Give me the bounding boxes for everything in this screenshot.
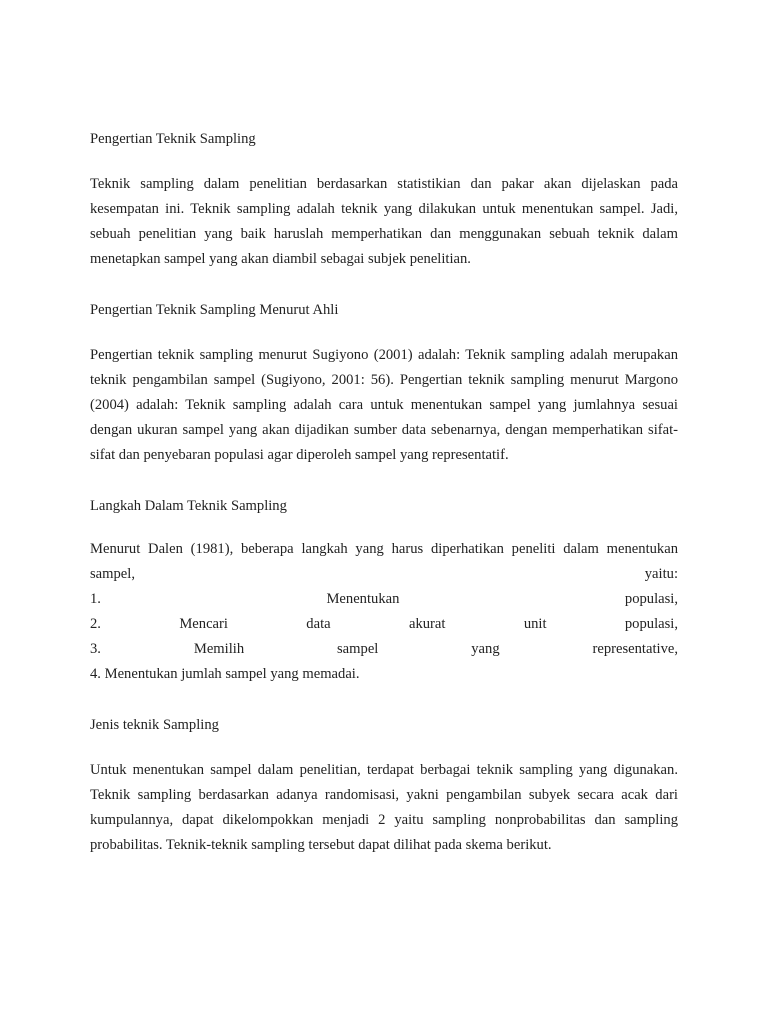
text-line: teknik pengambilan sampel (Sugiyono, 2001: 56). Pengertian teknik sampling menurut Margono (90, 372, 678, 388)
section-heading-jenis: Jenis teknik Sampling (90, 717, 219, 733)
list-item: 3. Memilih sampel yang representative, (90, 641, 678, 657)
section-heading-menurut-ahli: Pengertian Teknik Sampling Menurut Ahli (90, 302, 339, 318)
text-line: Teknik sampling berdasarkan adanya randomisasi, yakni pengambilan subyek secara acak dari (90, 787, 678, 803)
text-line: Untuk menentukan sampel dalam penelitian, terdapat berbagai teknik sampling yang digunakan. (90, 762, 678, 778)
text-line: Menurut Dalen (1981), beberapa langkah yang harus diperhatikan peneliti dalam menentukan (90, 541, 678, 557)
text-line: sifat dan penyebaran populasi agar diperoleh sampel yang representatif. (90, 447, 509, 463)
list-item: 4. Menentukan jumlah sampel yang memadai. (90, 666, 360, 682)
section-heading-pengertian: Pengertian Teknik Sampling (90, 131, 256, 147)
text-line: Teknik sampling dalam penelitian berdasarkan statistikian dan pakar akan dijelaskan pada (90, 176, 678, 192)
list-item: 2. Mencari data akurat unit populasi, (90, 616, 678, 632)
text-line: menetapkan sampel yang akan diambil sebagai subjek penelitian. (90, 251, 471, 267)
text-line: kumpulannya, dapat dikelompokkan menjadi 2 yaitu sampling nonprobabilitas dan sampling (90, 812, 678, 828)
text-line: dengan ukuran sampel yang akan dijadikan sumber data sebenarnya, dengan memperhatikan sifat- (90, 422, 678, 438)
text-line: Pengertian teknik sampling menurut Sugiyono (2001) adalah: Teknik sampling adalah merupakan (90, 347, 678, 363)
document-page (90, 130, 678, 858)
text-line: probabilitas. Teknik-teknik sampling tersebut dapat dilihat pada skema berikut. (90, 837, 552, 853)
list-item: 1. Menentukan populasi, (90, 591, 678, 607)
paragraph-menurut-ahli (90, 343, 678, 468)
paragraph-langkah (90, 537, 678, 687)
section-heading-langkah: Langkah Dalam Teknik Sampling (90, 498, 287, 514)
paragraph-pengertian (90, 172, 678, 272)
text-line: sebuah penelitian yang baik haruslah memperhatikan dan menggunakan sebuah teknik dalam (90, 226, 678, 242)
text-line: sampel, yaitu: (90, 566, 678, 582)
text-line: (2004) adalah: Teknik sampling adalah cara untuk menentukan sampel yang jumlahnya sesuai (90, 397, 678, 413)
text-line: kesempatan ini. Teknik sampling adalah teknik yang dilakukan untuk menentukan sampel. Jadi, (90, 201, 678, 217)
paragraph-jenis (90, 758, 678, 858)
